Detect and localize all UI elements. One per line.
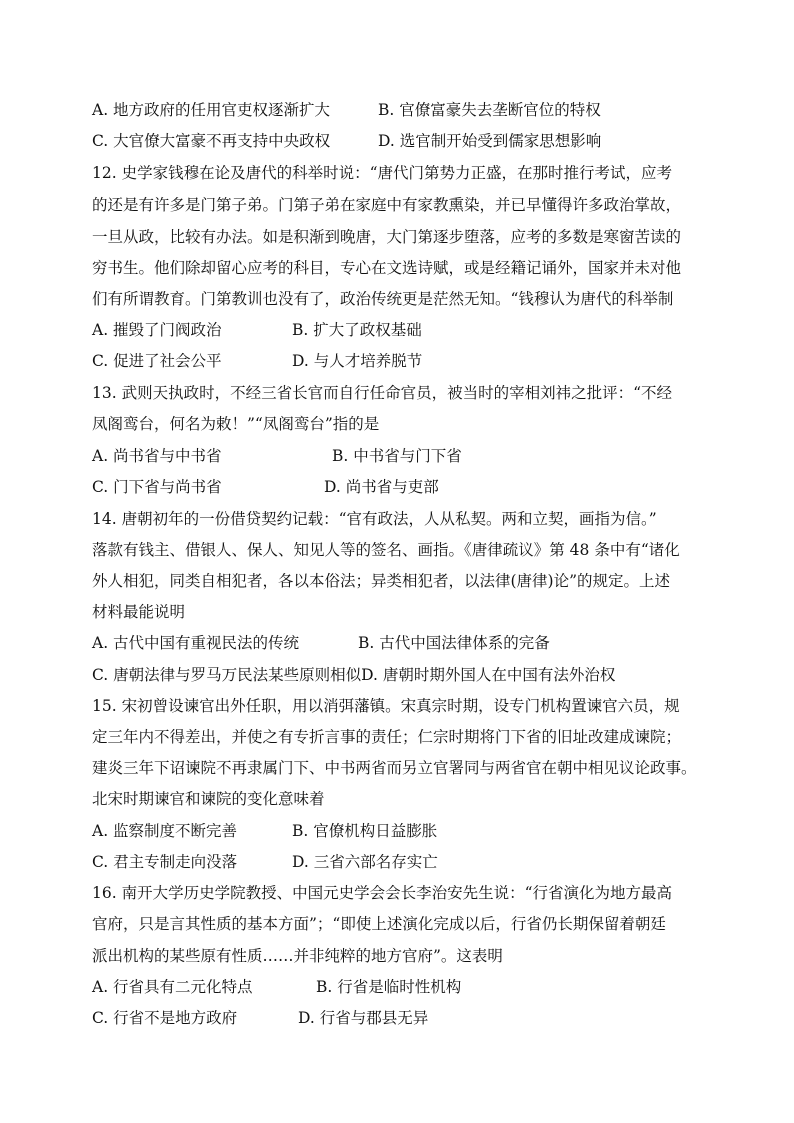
q13-options-row-2 xyxy=(92,477,439,497)
q16-options-row-2 xyxy=(92,1008,428,1028)
q13-option-d: D. 尚书省与吏部 xyxy=(324,478,439,496)
q16-option-a: A. 行省具有二元化特点 xyxy=(92,978,253,996)
q12-option-d: D. 与人才培养脱节 xyxy=(292,352,423,370)
q14-options-row-1 xyxy=(92,633,550,653)
q14-stem-line-1: 14. 唐朝初年的一份借贷契约记载：“官有政法，人从私契。两和立契，画指为信。” xyxy=(92,510,657,528)
q12-options-row-2 xyxy=(92,351,422,371)
q13-stem-line-1: 13. 武则天执政时，不经三省长官而自行任命官员，被当时的宰相刘祎之批评：“不经 xyxy=(92,384,673,402)
q11-option-b: B. 官僚富豪失去垄断官位的特权 xyxy=(378,101,601,119)
q16-options-row-1 xyxy=(92,977,461,997)
q12-options-row-1 xyxy=(92,320,422,340)
q15-stem-line-1: 15. 宋初曾设谏官出外任职，用以消弭藩镇。宋真宗时期，设专门机构置谏官六员，规 xyxy=(92,697,680,715)
q14-option-c: C. 唐朝法律与罗马万民法某些原则相似 xyxy=(92,666,362,684)
q11-option-a: A. 地方政府的任用官吏权逐渐扩大 xyxy=(92,101,331,119)
q11-options-row-1 xyxy=(92,100,601,120)
q13-options-row-1 xyxy=(92,446,462,466)
q12-stem-line-2: 的还是有许多是门第子弟。门第子弟在家庭中有家教熏染，并已早懂得许多政治掌故， xyxy=(92,196,682,214)
q16-stem-line-2: 官府，只是言其性质的基本方面”；“即使上述演化完成以后，行省仍长期保留着朝廷 xyxy=(92,915,666,933)
q15-stem-line-3: 建炎三年下诏谏院不再隶属门下、中书两省而另立官署同与两省官在朝中相见议论政事。 xyxy=(92,759,697,777)
q12-option-b: B. 扩大了政权基础 xyxy=(292,321,422,339)
q15-option-a: A. 监察制度不断完善 xyxy=(92,822,238,840)
q13-option-b: B. 中书省与门下省 xyxy=(332,447,462,465)
q15-option-d: D. 三省六部名存实亡 xyxy=(292,853,438,871)
q14-option-d: D. 唐朝时期外国人在中国有法外治权 xyxy=(361,666,616,684)
q16-option-c: C. 行省不是地方政府 xyxy=(92,1009,238,1027)
q14-option-b: B. 古代中国法律体系的完备 xyxy=(358,634,550,652)
q16-stem-line-3: 派出机构的某些原有性质……并非纯粹的地方官府”。这表明 xyxy=(92,947,503,965)
q16-stem-line-1: 16. 南开大学历史学院教授、中国元史学会会长李治安先生说：“行省演化为地方最高 xyxy=(92,884,673,902)
q12-option-c: C. 促进了社会公平 xyxy=(92,352,222,370)
q13-stem-line-2: 凤阁鸾台，何名为敕！”“凤阁鸾台”指的是 xyxy=(92,415,380,433)
q14-option-a: A. 古代中国有重视民法的传统 xyxy=(92,634,300,652)
q12-stem-line-5: 们有所谓教育。门第教训也没有了，政治传统更是茫然无知。“钱穆认为唐代的科举制 xyxy=(92,290,674,308)
q16-option-d: D. 行省与郡县无异 xyxy=(298,1009,429,1027)
q11-option-d: D. 选官制开始受到儒家思想影响 xyxy=(378,132,602,150)
q14-stem-line-3: 外人相犯，同类自相犯者，各以本俗法；异类相犯者，以法律(唐律)论”的规定。上述 xyxy=(92,572,671,590)
q15-option-c: C. 君主专制走向没落 xyxy=(92,853,238,871)
q11-option-c: C. 大官僚大富豪不再支持中央政权 xyxy=(92,132,331,150)
q15-option-b: B. 官僚机构日益膨胀 xyxy=(292,822,438,840)
q11-options-row-2 xyxy=(92,131,601,151)
q15-options-row-2 xyxy=(92,852,438,872)
q12-option-a: A. 摧毁了门阀政治 xyxy=(92,321,222,339)
q12-stem-line-4: 穷书生。他们除却留心应考的科目，专心在文选诗赋，或是经籍记诵外，国家并未对他 xyxy=(92,259,682,277)
q12-stem-line-3: 一旦从政，比较有办法。如是积渐到晚唐，大门第逐步堕落，应考的多数是寒窗苦读的 xyxy=(92,228,682,246)
q13-option-c: C. 门下省与尚书省 xyxy=(92,478,222,496)
q12-stem-line-1: 12. 史学家钱穆在论及唐代的科举时说：“唐代门第势力正盛，在那时推行考试，应考 xyxy=(92,164,673,182)
q14-options-row-2 xyxy=(92,665,615,685)
q15-stem-line-2: 定三年内不得差出，并使之有专折言事的责任；仁宗时期将门下省的旧址改建成谏院； xyxy=(92,728,682,746)
q15-stem-line-4: 北宋时期谏官和谏院的变化意味着 xyxy=(92,790,325,808)
q16-option-b: B. 行省是临时性机构 xyxy=(316,978,462,996)
q15-options-row-1 xyxy=(92,821,437,841)
q13-option-a: A. 尚书省与中书省 xyxy=(92,447,222,465)
q14-stem-line-4: 材料最能说明 xyxy=(92,603,186,621)
q14-stem-line-2: 落款有钱主、借银人、保人、知见人等的签名、画指。《唐律疏议》第 48 条中有“诸化 xyxy=(92,541,680,559)
